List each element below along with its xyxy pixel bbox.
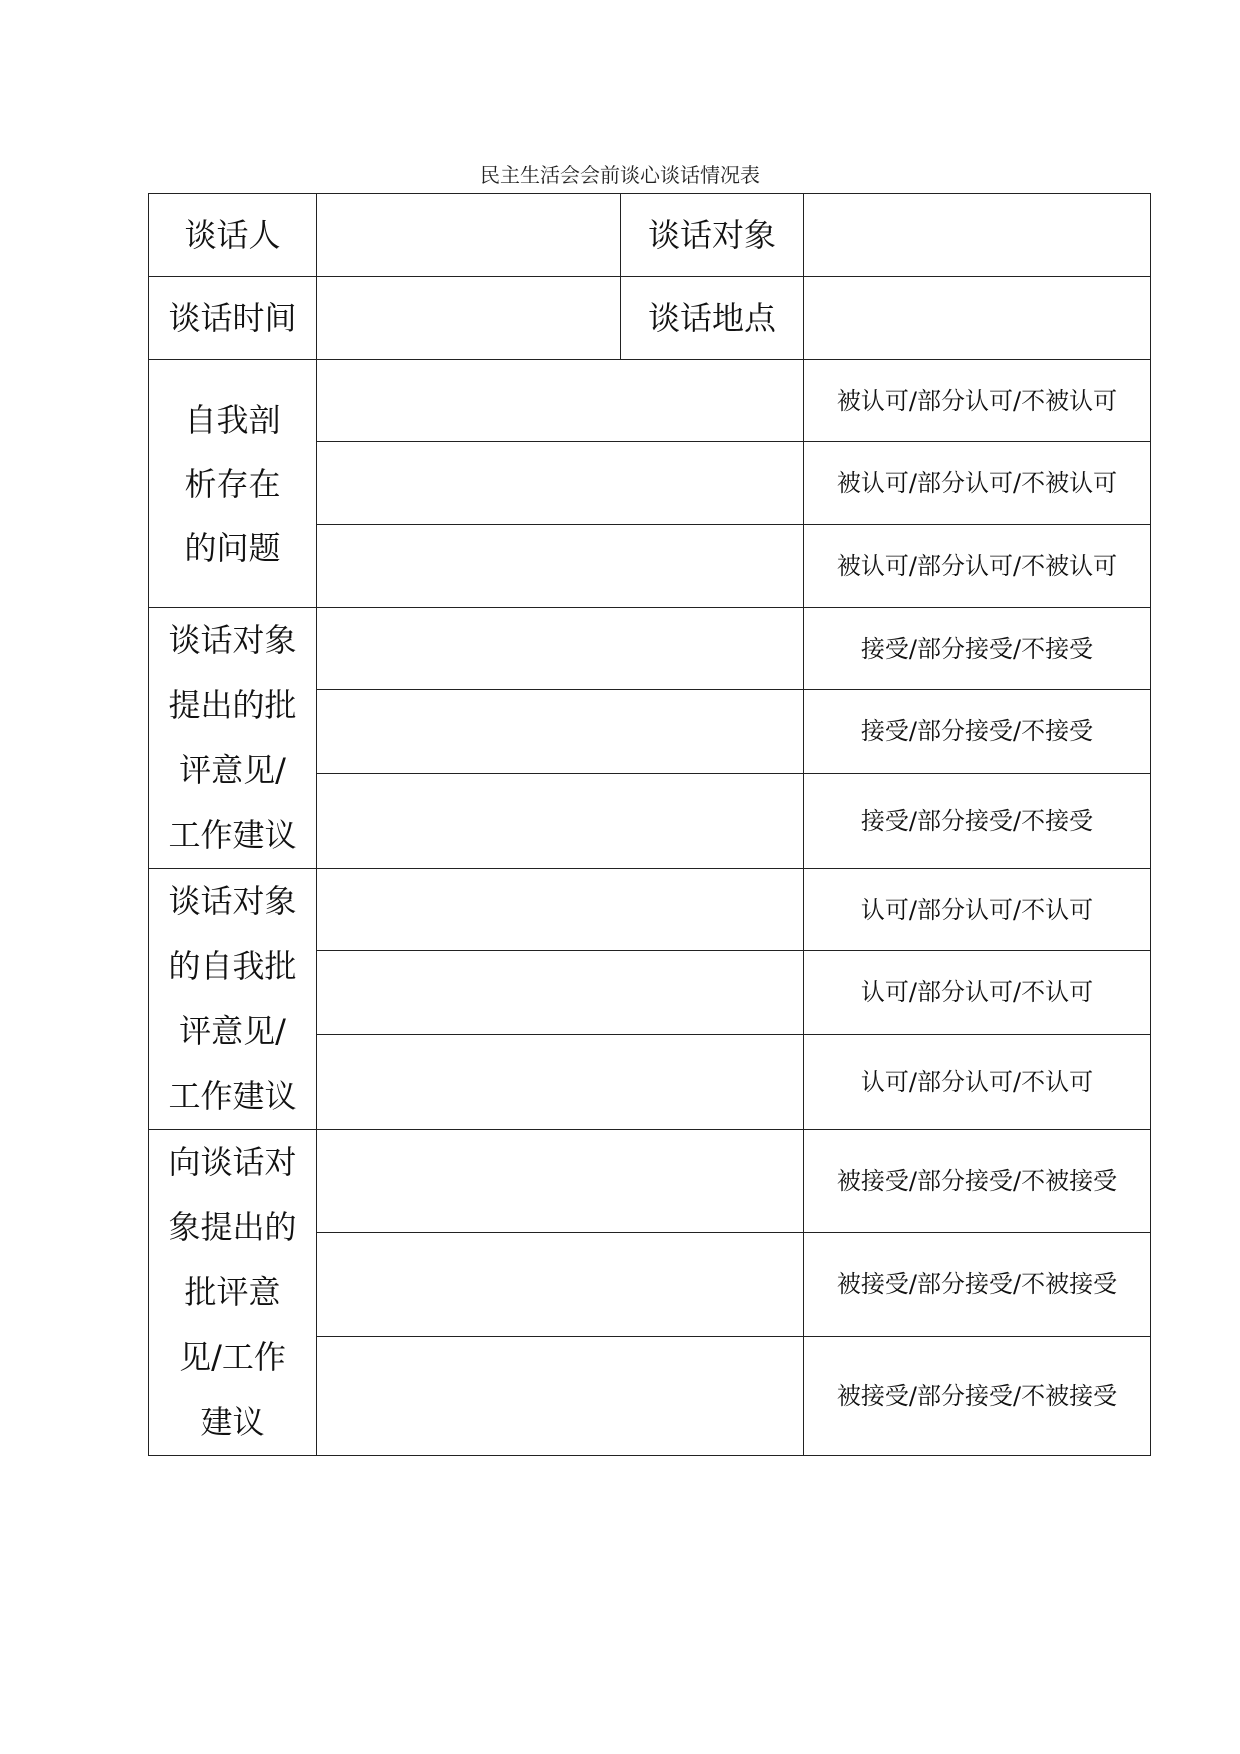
section-2-status-3[interactable]: 接受/部分接受/不接受 — [804, 773, 1151, 868]
section-1-status-3[interactable]: 被认可/部分认可/不被认可 — [804, 525, 1151, 608]
talker-label: 谈话人 — [149, 194, 317, 277]
header-row-1 — [149, 194, 1151, 277]
section-label-criticism-to-target: 向谈话对象提出的批评意见/工作建议 — [149, 1130, 317, 1456]
place-field[interactable] — [804, 277, 1151, 360]
table-row — [149, 869, 1151, 951]
table-row — [149, 360, 1151, 442]
section-1-content-2[interactable] — [317, 442, 804, 525]
section-2-content-1[interactable] — [317, 608, 804, 690]
header-row-2 — [149, 277, 1151, 360]
section-3-content-1[interactable] — [317, 869, 804, 951]
target-field[interactable] — [804, 194, 1151, 277]
section-4-status-3[interactable]: 被接受/部分接受/不被接受 — [804, 1336, 1151, 1455]
talk-record-table — [148, 193, 1151, 1456]
section-4-status-2[interactable]: 被接受/部分接受/不被接受 — [804, 1232, 1151, 1336]
page-title: 民主生活会会前谈心谈话情况表 — [480, 163, 760, 187]
section-4-content-1[interactable] — [317, 1130, 804, 1233]
time-field[interactable] — [317, 277, 621, 360]
section-3-status-2[interactable]: 认可/部分认可/不认可 — [804, 951, 1151, 1034]
section-label-target-criticism: 谈话对象提出的批评意见/工作建议 — [149, 608, 317, 869]
section-3-status-1[interactable]: 认可/部分认可/不认可 — [804, 869, 1151, 951]
section-2-content-2[interactable] — [317, 690, 804, 773]
section-3-status-3[interactable]: 认可/部分认可/不认可 — [804, 1034, 1151, 1129]
section-label-target-self-criticism: 谈话对象的自我批评意见/工作建议 — [149, 869, 317, 1130]
section-1-content-3[interactable] — [317, 525, 804, 608]
section-2-status-2[interactable]: 接受/部分接受/不接受 — [804, 690, 1151, 773]
section-4-status-1[interactable]: 被接受/部分接受/不被接受 — [804, 1130, 1151, 1233]
time-label: 谈话时间 — [149, 277, 317, 360]
place-label: 谈话地点 — [621, 277, 804, 360]
talker-field[interactable] — [317, 194, 621, 277]
section-2-content-3[interactable] — [317, 773, 804, 868]
section-4-content-2[interactable] — [317, 1232, 804, 1336]
section-label-self-analysis: 自我剖析存在的问题 — [149, 360, 317, 608]
section-3-content-3[interactable] — [317, 1034, 804, 1129]
section-2-status-1[interactable]: 接受/部分接受/不接受 — [804, 608, 1151, 690]
table-row — [149, 1130, 1151, 1233]
section-1-content-1[interactable] — [317, 360, 804, 442]
section-1-status-1[interactable]: 被认可/部分认可/不被认可 — [804, 360, 1151, 442]
target-label: 谈话对象 — [621, 194, 804, 277]
section-3-content-2[interactable] — [317, 951, 804, 1034]
section-1-status-2[interactable]: 被认可/部分认可/不被认可 — [804, 442, 1151, 525]
table-row — [149, 608, 1151, 690]
section-4-content-3[interactable] — [317, 1336, 804, 1455]
